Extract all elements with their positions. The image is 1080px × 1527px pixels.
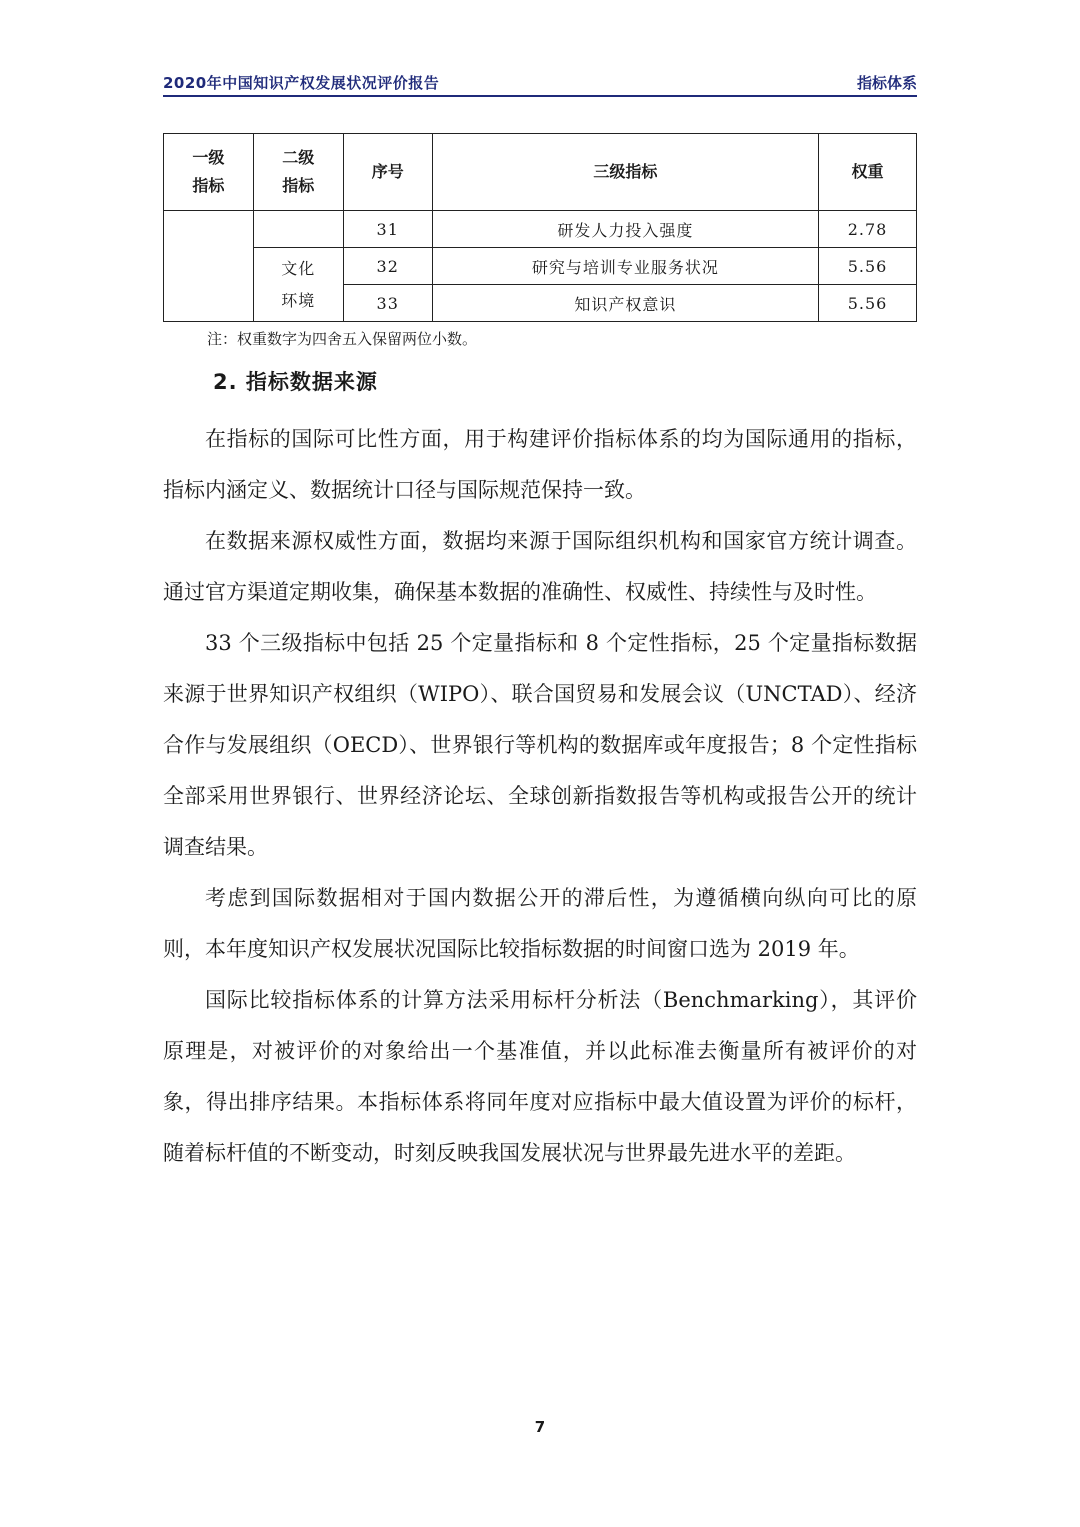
row-no: 31 xyxy=(343,211,432,248)
row-name: 研发人力投入强度 xyxy=(432,211,818,248)
header-level3: 三级指标 xyxy=(432,134,818,211)
header-no: 序号 xyxy=(343,134,432,211)
indicator-table xyxy=(163,133,917,322)
header-divider xyxy=(163,95,917,97)
paragraph: 33 个三级指标中包括 25 个定量指标和 8 个定性指标，25 个定量指标数据来源于世界知识产权组织（WIPO）、联合国贸易和发展会议（UNCTAD）、经济合作与发展组织（OECD）、世界银行等机构的数据库或年度报告；8 个定性指标全部采用世界银行、世界经济论坛、全球创新指数报告等机构或报告公开的统计调查结果。 xyxy=(163,631,917,859)
page-number: 7 xyxy=(534,1418,546,1436)
level2-cell-empty xyxy=(253,211,343,248)
level1-cell xyxy=(164,211,254,322)
row-weight: 5.56 xyxy=(819,248,917,285)
section-label: 指标体系 xyxy=(856,74,917,92)
row-weight: 5.56 xyxy=(819,285,917,322)
table-row xyxy=(164,211,917,248)
paragraph: 在指标的国际可比性方面，用于构建评价指标体系的均为国际通用的指标，指标内涵定义、数据统计口径与国际规范保持一致。 xyxy=(163,427,917,502)
header-level1: 一级 指标 xyxy=(164,134,254,211)
table-row xyxy=(164,248,917,285)
row-weight: 2.78 xyxy=(819,211,917,248)
section-heading: 2. 指标数据来源 xyxy=(213,370,378,394)
table-note: 注：权重数字为四舍五入保留两位小数。 xyxy=(207,330,478,348)
paragraph: 在数据来源权威性方面，数据均来源于国际组织机构和国家官方统计调查。通过官方渠道定期收集，确保基本数据的准确性、权威性、持续性与及时性。 xyxy=(163,529,917,604)
header-weight: 权重 xyxy=(819,134,917,211)
header-level2: 二级 指标 xyxy=(253,134,343,211)
level2-cell-culture: 文化 环境 xyxy=(253,248,343,322)
row-name: 研究与培训专业服务状况 xyxy=(432,248,818,285)
report-title: 2020年中国知识产权发展状况评价报告 xyxy=(163,74,440,92)
paragraph: 考虑到国际数据相对于国内数据公开的滞后性，为遵循横向纵向可比的原则，本年度知识产权发展状况国际比较指标数据的时间窗口选为 2019 年。 xyxy=(163,886,917,961)
row-no: 32 xyxy=(343,248,432,285)
body-text xyxy=(163,414,917,1179)
table-header-row xyxy=(164,134,917,211)
page-header xyxy=(163,68,917,96)
row-no: 33 xyxy=(343,285,432,322)
row-name: 知识产权意识 xyxy=(432,285,818,322)
paragraph: 国际比较指标体系的计算方法采用标杆分析法（Benchmarking），其评价原理是，对被评价的对象给出一个基准值，并以此标准去衡量所有被评价的对象，得出排序结果。本指标体系将同年度对应指标中最大值设置为评价的标杆，随着标杆值的不断变动，时刻反映我国发展状况与世界最先进水平的差距。 xyxy=(163,988,917,1165)
